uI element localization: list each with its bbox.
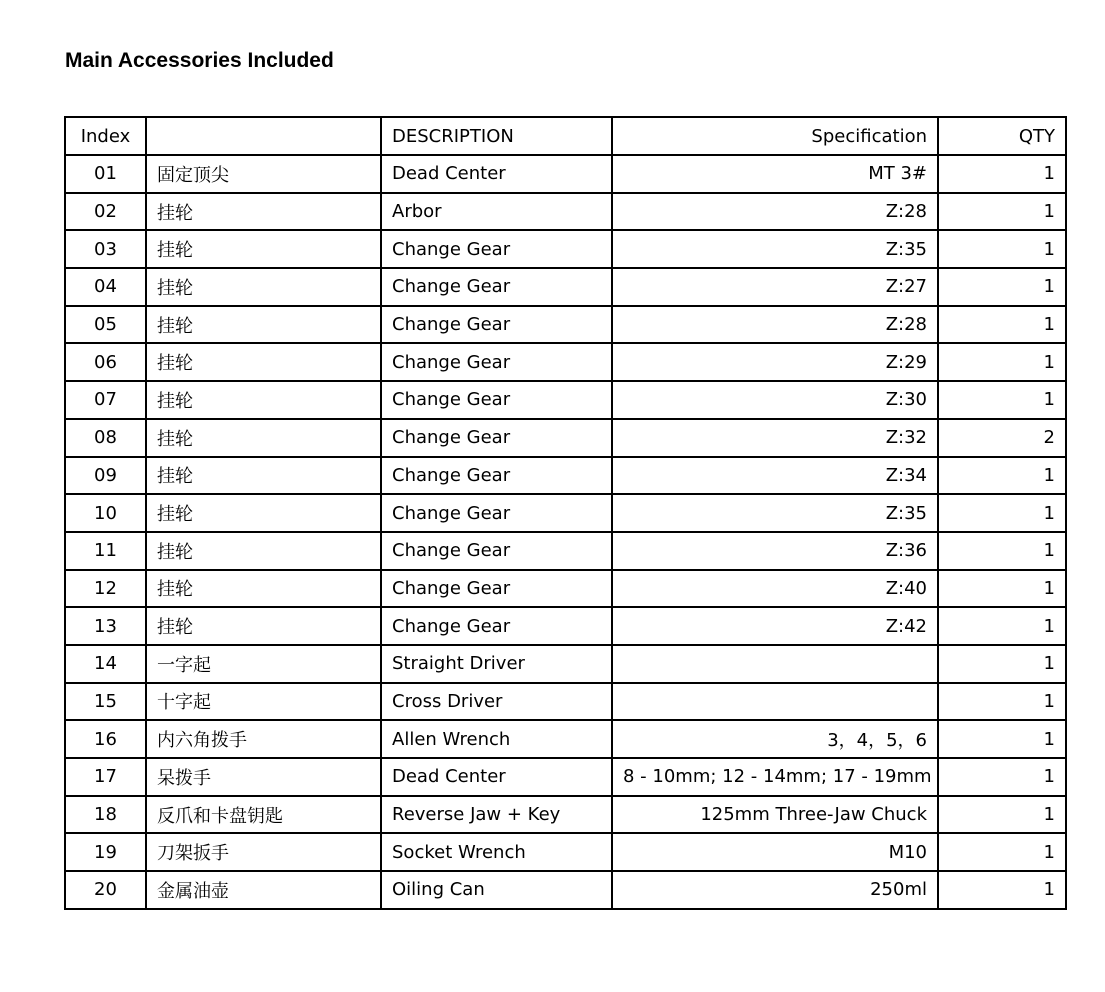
cell-description: Cross Driver [381,683,612,721]
cell-index: 03 [65,230,146,268]
cell-specification: Z:27 [612,268,938,306]
cell-chinese-name: 挂轮 [146,230,381,268]
cell-index: 10 [65,494,146,532]
table-row [65,645,1066,683]
cell-qty: 1 [938,570,1066,608]
table-header [65,117,1066,155]
cell-specification: Z:29 [612,343,938,381]
cell-chinese-name: 内六角拨手 [146,720,381,758]
cell-description: Change Gear [381,230,612,268]
cell-qty: 1 [938,268,1066,306]
cell-index: 15 [65,683,146,721]
table-row [65,720,1066,758]
accessories-table [64,116,1067,910]
cell-chinese-name: 挂轮 [146,532,381,570]
cell-description: Dead Center [381,155,612,193]
header-row [65,117,1066,155]
cell-description: Change Gear [381,343,612,381]
cell-chinese-name: 反爪和卡盘钥匙 [146,796,381,834]
cell-specification [612,683,938,721]
cell-chinese-name: 十字起 [146,683,381,721]
cell-description: Change Gear [381,381,612,419]
cell-specification: Z:28 [612,193,938,231]
cell-description: Straight Driver [381,645,612,683]
table-body [65,155,1066,909]
cell-chinese-name: 挂轮 [146,381,381,419]
cell-specification: Z:36 [612,532,938,570]
table-row [65,833,1066,871]
cell-qty: 1 [938,381,1066,419]
cell-description: Oiling Can [381,871,612,909]
cell-specification: M10 [612,833,938,871]
table-row [65,607,1066,645]
cell-specification: MT 3# [612,155,938,193]
cell-index: 09 [65,457,146,495]
cell-qty: 1 [938,155,1066,193]
table-row [65,381,1066,419]
table-row [65,419,1066,457]
cell-specification: 3，4，5，6 [612,720,938,758]
cell-qty: 1 [938,833,1066,871]
cell-index: 17 [65,758,146,796]
cell-specification: Z:35 [612,230,938,268]
cell-index: 01 [65,155,146,193]
cell-specification: Z:28 [612,306,938,344]
cell-chinese-name: 挂轮 [146,343,381,381]
cell-chinese-name: 挂轮 [146,457,381,495]
cell-qty: 1 [938,343,1066,381]
cell-qty: 1 [938,720,1066,758]
cell-qty: 1 [938,645,1066,683]
cell-description: Change Gear [381,306,612,344]
table-row [65,268,1066,306]
cell-index: 12 [65,570,146,608]
cell-chinese-name: 挂轮 [146,570,381,608]
cell-chinese-name: 挂轮 [146,306,381,344]
cell-index: 11 [65,532,146,570]
cell-qty: 1 [938,306,1066,344]
header-chinese [146,117,381,155]
table-row [65,570,1066,608]
table-row [65,871,1066,909]
cell-qty: 1 [938,532,1066,570]
cell-qty: 1 [938,457,1066,495]
cell-chinese-name: 挂轮 [146,193,381,231]
cell-description: Change Gear [381,457,612,495]
cell-chinese-name: 刀架扳手 [146,833,381,871]
cell-description: Arbor [381,193,612,231]
cell-specification: Z:35 [612,494,938,532]
cell-qty: 1 [938,193,1066,231]
header-description: DESCRIPTION [381,117,612,155]
cell-chinese-name: 挂轮 [146,607,381,645]
cell-index: 16 [65,720,146,758]
cell-qty: 1 [938,607,1066,645]
cell-description: Allen Wrench [381,720,612,758]
cell-specification: Z:34 [612,457,938,495]
cell-index: 05 [65,306,146,344]
cell-specification: Z:30 [612,381,938,419]
cell-chinese-name: 金属油壶 [146,871,381,909]
cell-qty: 1 [938,494,1066,532]
cell-description: Change Gear [381,570,612,608]
cell-chinese-name: 一字起 [146,645,381,683]
cell-index: 19 [65,833,146,871]
cell-specification: 125mm Three-Jaw Chuck [612,796,938,834]
table-row [65,683,1066,721]
cell-qty: 1 [938,230,1066,268]
cell-index: 06 [65,343,146,381]
table-row [65,457,1066,495]
table-row [65,343,1066,381]
cell-description: Change Gear [381,494,612,532]
cell-qty: 1 [938,758,1066,796]
header-index: Index [65,117,146,155]
table-row [65,494,1066,532]
header-qty: QTY [938,117,1066,155]
cell-specification: Z:40 [612,570,938,608]
cell-index: 07 [65,381,146,419]
table-row [65,230,1066,268]
cell-chinese-name: 固定顶尖 [146,155,381,193]
table-row [65,306,1066,344]
cell-description: Change Gear [381,607,612,645]
cell-index: 20 [65,871,146,909]
table-row [65,155,1066,193]
cell-index: 08 [65,419,146,457]
cell-chinese-name: 挂轮 [146,494,381,532]
cell-index: 04 [65,268,146,306]
cell-qty: 2 [938,419,1066,457]
cell-index: 13 [65,607,146,645]
cell-chinese-name: 呆拨手 [146,758,381,796]
cell-description: Dead Center [381,758,612,796]
cell-specification: Z:32 [612,419,938,457]
cell-specification [612,645,938,683]
header-specification: Specification [612,117,938,155]
cell-index: 18 [65,796,146,834]
cell-description: Change Gear [381,419,612,457]
table-row [65,532,1066,570]
cell-description: Change Gear [381,532,612,570]
page-title: Main Accessories Included [65,49,334,72]
cell-qty: 1 [938,683,1066,721]
cell-qty: 1 [938,871,1066,909]
cell-description: Change Gear [381,268,612,306]
table-row [65,796,1066,834]
cell-index: 02 [65,193,146,231]
cell-specification: 250ml [612,871,938,909]
cell-specification: Z:42 [612,607,938,645]
cell-description: Reverse Jaw + Key [381,796,612,834]
table-row [65,758,1066,796]
cell-chinese-name: 挂轮 [146,419,381,457]
cell-chinese-name: 挂轮 [146,268,381,306]
cell-specification: 8 - 10mm; 12 - 14mm; 17 - 19mm [612,758,938,796]
cell-index: 14 [65,645,146,683]
cell-qty: 1 [938,796,1066,834]
cell-description: Socket Wrench [381,833,612,871]
table-row [65,193,1066,231]
